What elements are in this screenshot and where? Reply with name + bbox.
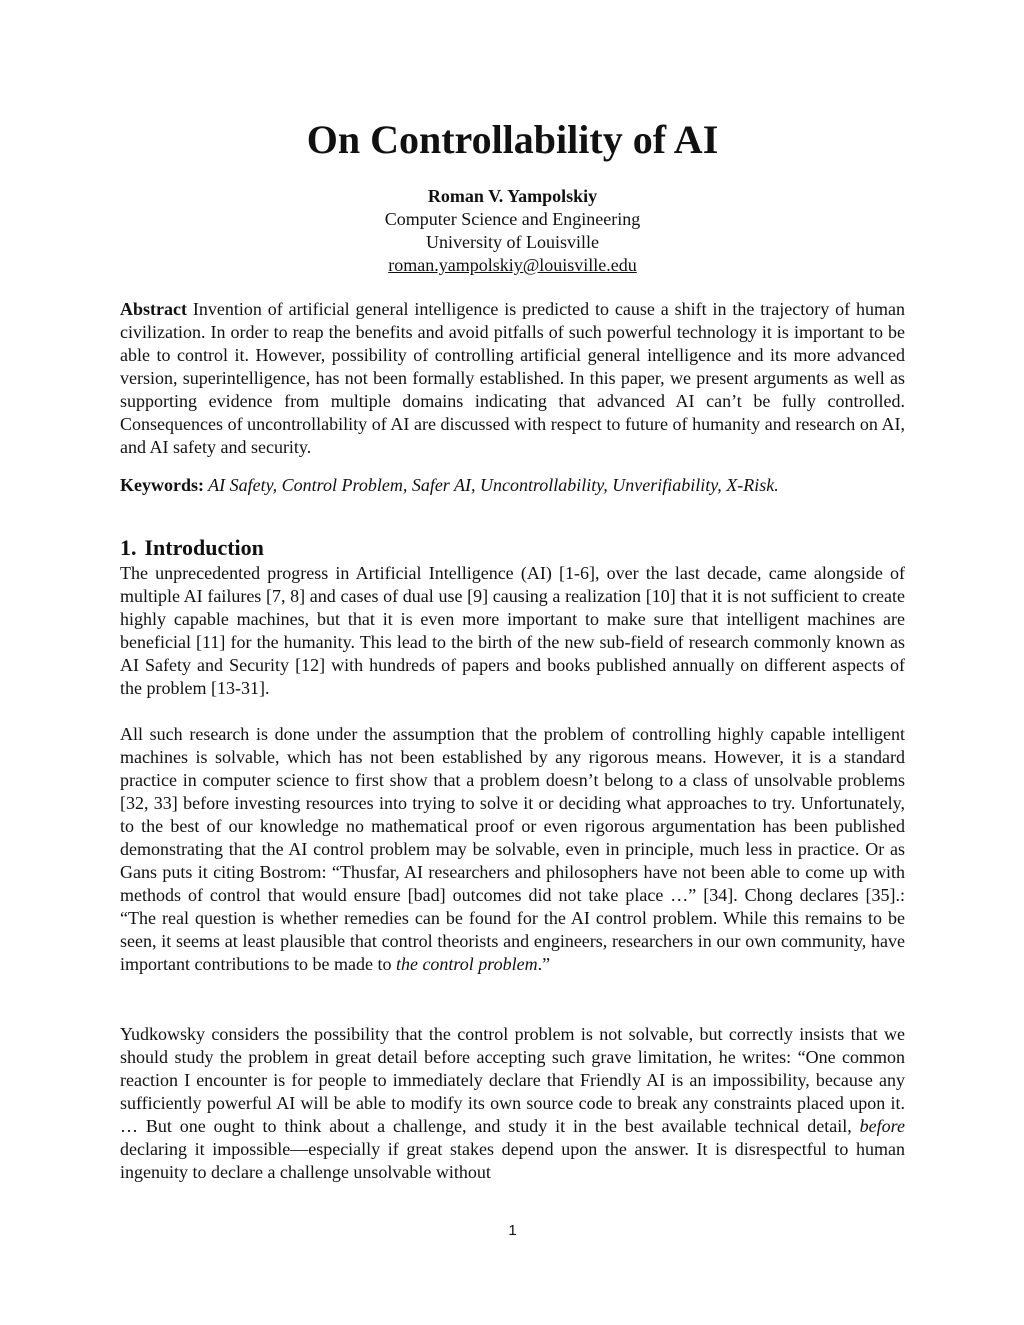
author-university: University of Louisville [426, 232, 599, 252]
intro-paragraph-2-italic: the control problem [395, 954, 538, 974]
intro-paragraph-3-text-b: declaring it impossible—especially if great stakes depend upon the answer. It is disrespectful to human ingenuity to declare a challenge unsolvable without [120, 1139, 905, 1182]
author-department: Computer Science and Engineering [384, 209, 641, 229]
abstract-text: Invention of artificial general intelligence is predicted to cause a shift in the trajectory of human civilization. In order to reap the benefits and avoid pitfalls of such powerful technology it is important to be able to control it. However, possibility of controlling artificial general intelligence and its more advanced version, superintelligence, has not been formally established. In this paper, we present arguments as well as supporting evidence from multiple domains indicating that advanced AI can’t be fully controlled. Consequences of uncontrollability of AI are discussed with respect to future of humanity and research on AI, and AI safety and security. [120, 299, 905, 457]
section-number: 1. [120, 535, 137, 560]
section-heading-introduction [120, 534, 264, 562]
keywords-label: Keywords: [120, 475, 204, 495]
abstract-paragraph [120, 298, 905, 459]
author-name: Roman V. Yampolskiy [427, 186, 598, 206]
author-email-link[interactable]: roman.yampolskiy@louisville.edu [388, 255, 637, 275]
keywords-paragraph [120, 474, 905, 497]
paper-page [120, 0, 905, 1325]
intro-paragraph-2-end: .” [537, 954, 551, 974]
intro-paragraph-3-italic: before [859, 1116, 905, 1136]
abstract-label: Abstract [120, 299, 187, 319]
intro-paragraph-3-text-a: Yudkowsky considers the possibility that the control problem is not solvable, but correctly insists that we should study the problem in great detail before accepting such grave limitation, he writes: “One common reaction I encounter is for people to immediately declare that Friendly AI is an impossibility, because any sufficiently powerful AI will be able to modify its own source code to break any constraints placed upon it. … But one ought to think about a challenge, and study it in the best available technical detail, [120, 1024, 905, 1136]
intro-paragraph-2-text: All such research is done under the assumption that the problem of controlling highly capable intelligent machines is solvable, which has not been established by any rigorous means. However, it is a standard practice in computer science to first show that a problem doesn’t belong to a class of unsolvable problems [32, 33] before investing resources into trying to solve it or deciding what approaches to try. Unfortunately, to the best of our knowledge no mathematical proof or even rigorous argumentation has been published demonstrating that the AI control problem may be solvable, even in principle, much less in practice. Or as Gans puts it citing Bostrom: “Thusfar, AI researchers and philosophers have not been able to come up with methods of control that would ensure [bad] outcomes did not take place …” [34]. Chong declares [35].: “The real question is whether remedies can be found for the AI control problem. While this remains to be seen, it seems at least plausible that control theorists and engineers, researchers in our own community, have important contributions to be made to [120, 724, 905, 974]
intro-paragraph-2 [120, 723, 905, 976]
page-number: 1 [508, 1222, 517, 1239]
author-block [120, 185, 905, 277]
section-title: Introduction [144, 535, 264, 560]
intro-paragraph-1: The unprecedented progress in Artificial Intelligence (AI) [1-6], over the last decade, came alongside of multiple AI failures [7, 8] and cases of dual use [9] causing a realization [10] that it is not sufficient to create highly capable machines, but that it is even more important to make sure that intelligent machines are beneficial [11] for the humanity. This lead to the birth of the new sub-field of research commonly known as AI Safety and Security [12] with hundreds of papers and books published annually on different aspects of the problem [13-31]. [120, 563, 905, 698]
paper-title: On Controllability of AI [306, 117, 719, 162]
keywords-list: AI Safety, Control Problem, Safer AI, Uncontrollability, Unverifiability, X-Risk. [204, 475, 779, 495]
intro-paragraph-3 [120, 1023, 905, 1184]
